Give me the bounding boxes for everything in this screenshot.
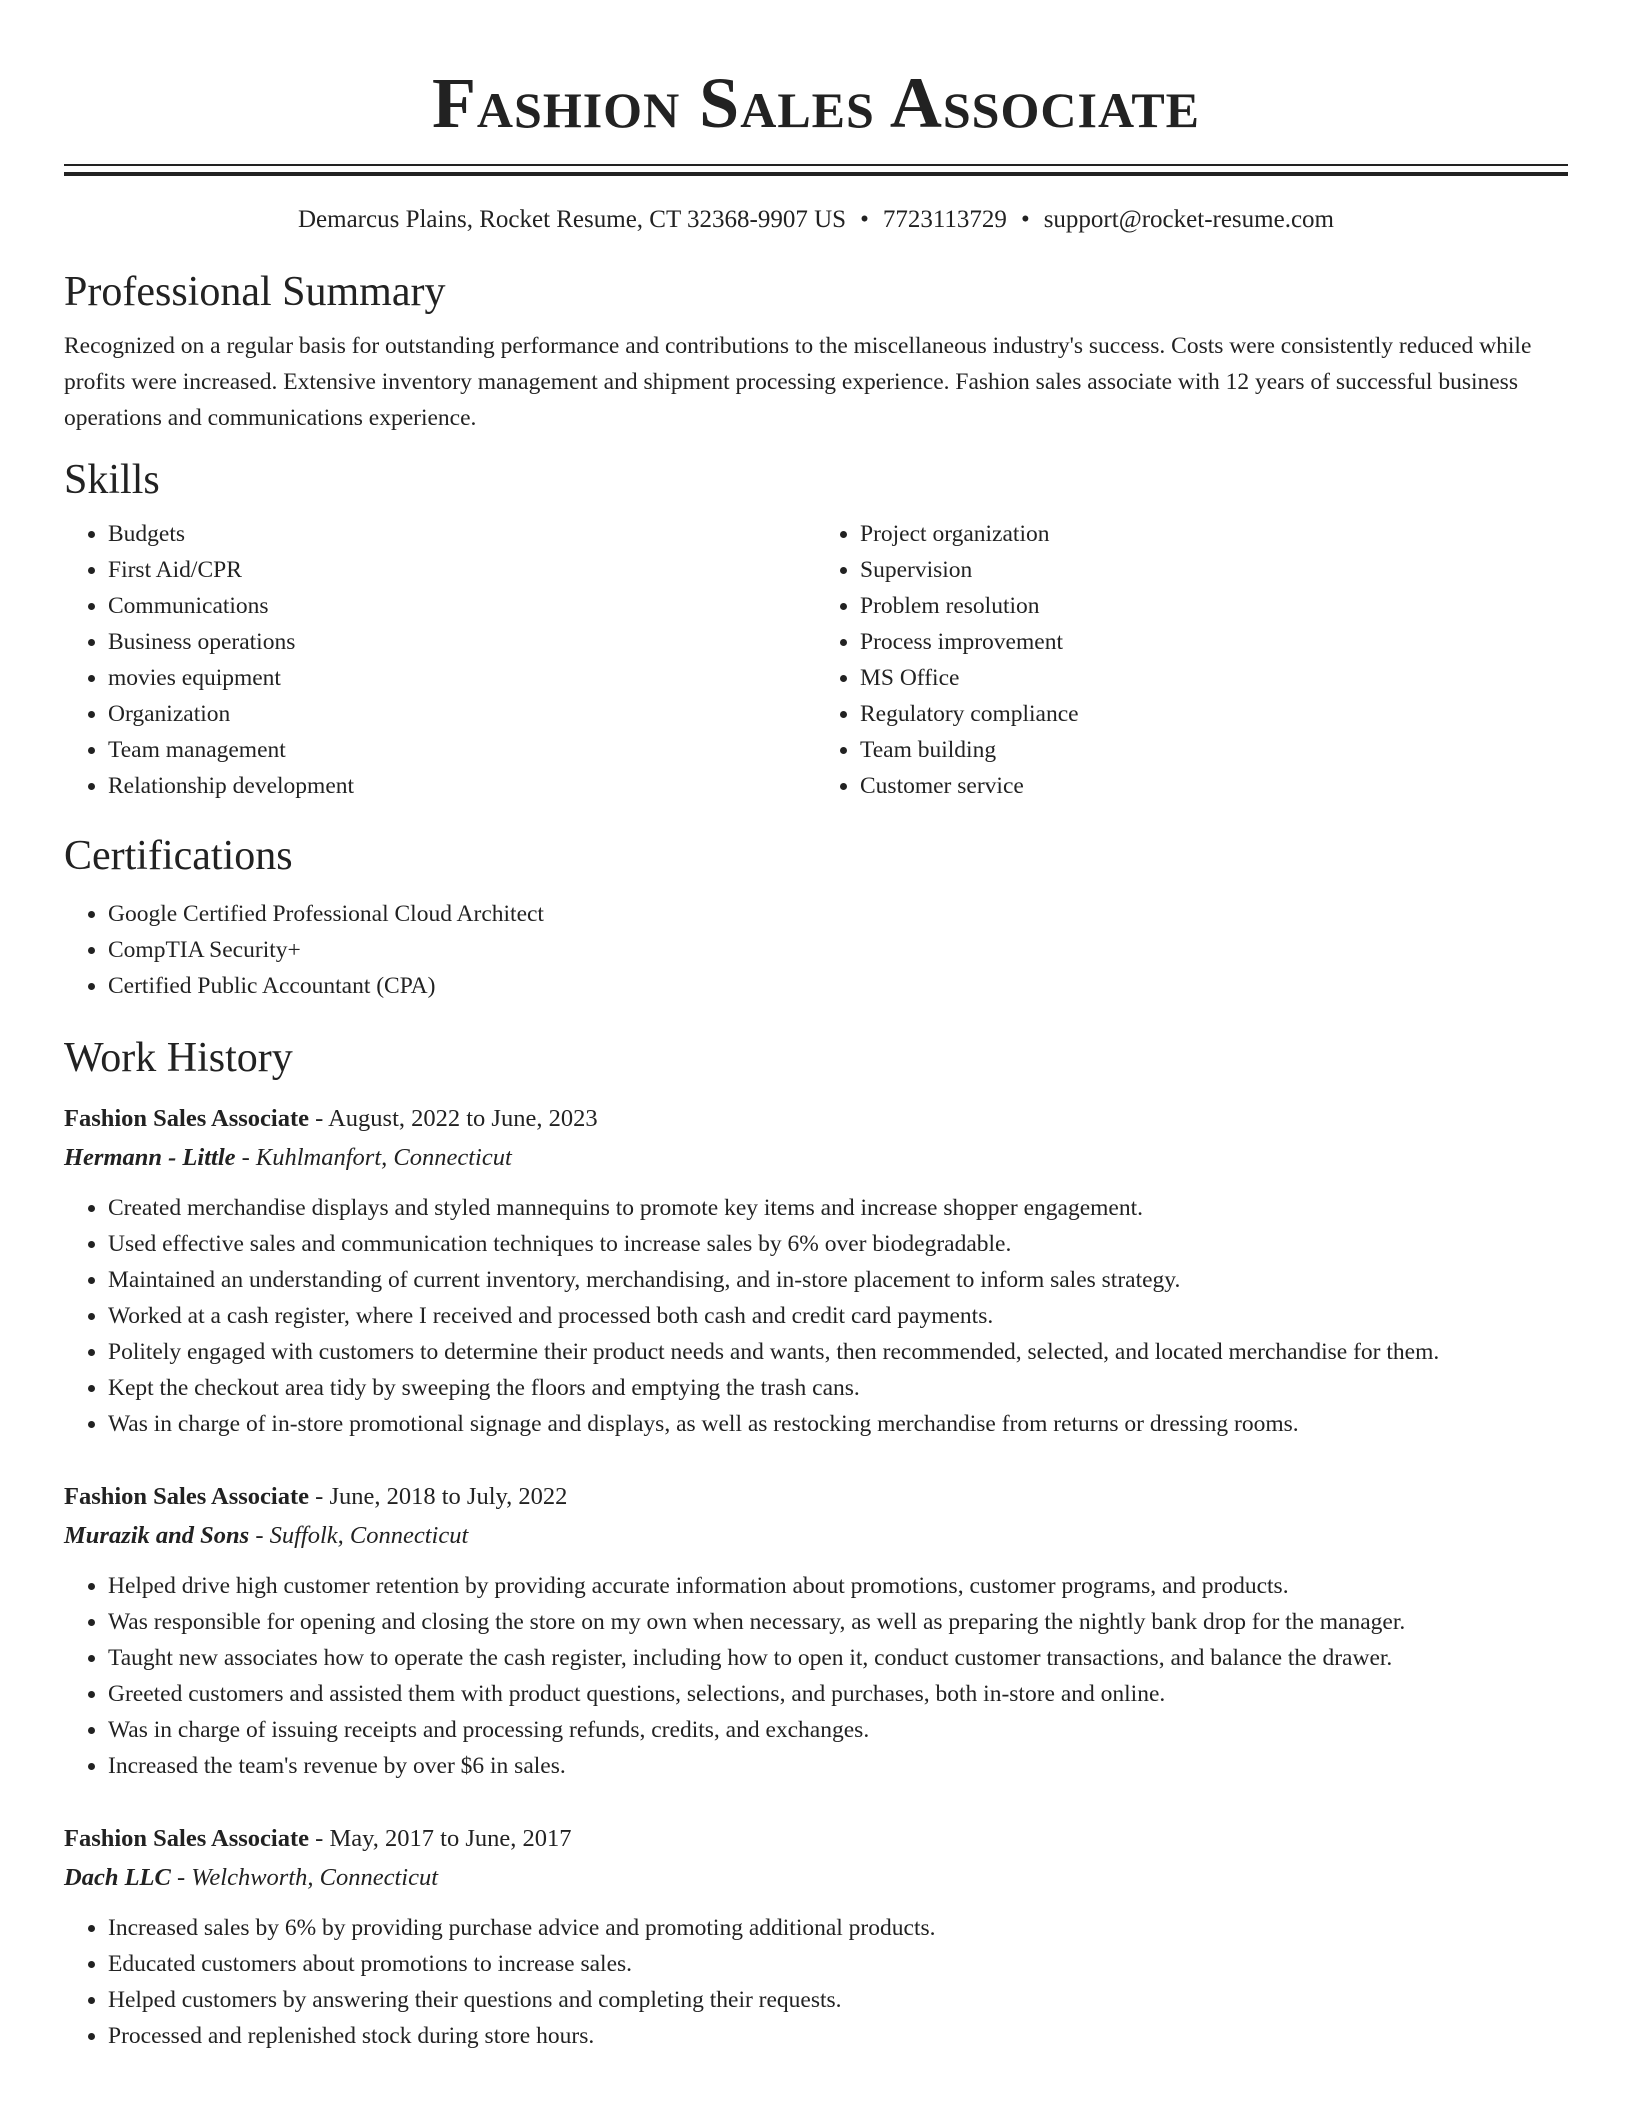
job-dates: - August, 2022 to June, 2023	[309, 1105, 598, 1132]
company-name: Dach LLC	[64, 1864, 171, 1891]
job-entry	[64, 1820, 1568, 2054]
job-bullet: • Increased sales by 6% by providing purchase advice and promoting additional products.	[108, 1910, 1568, 1946]
skill-item: • Supervision	[860, 552, 1568, 588]
certification-item: • Certified Public Accountant (CPA)	[108, 968, 1568, 1004]
job-bullet: • Processed and replenished stock during store hours.	[108, 2018, 1568, 2054]
job-bullet: • Was in charge of in-store promotional signage and displays, as well as restocking merchandise from returns or dressing rooms.	[108, 1406, 1568, 1442]
skills-section	[64, 454, 1568, 804]
job-bullet: • Helped customers by answering their questions and completing their requests.	[108, 1982, 1568, 2018]
skill-item: • Business operations	[108, 624, 816, 660]
resume-title: Fashion Sales Associate	[431, 63, 1201, 143]
company-name: Murazik and Sons	[64, 1522, 250, 1549]
skills-heading: Skills	[64, 457, 160, 503]
certification-item: • CompTIA Security+	[108, 932, 1568, 968]
title-divider	[64, 164, 1568, 176]
job-bullet: • Created merchandise displays and styled mannequins to promote key items and increase shopper engagement.	[108, 1190, 1568, 1226]
job-bullet: • Kept the checkout area tidy by sweeping the floors and emptying the trash cans.	[108, 1370, 1568, 1406]
skill-item: • movies equipment	[108, 660, 816, 696]
skill-item: • MS Office	[860, 660, 1568, 696]
job-entry	[64, 1100, 1568, 1442]
job-title-line	[64, 1820, 1568, 1858]
certifications-section	[64, 830, 1568, 1004]
skill-item: • Team building	[860, 732, 1568, 768]
company-name: Hermann - Little	[64, 1144, 236, 1171]
skill-item: • Relationship development	[108, 768, 816, 804]
job-bullet: • Maintained an understanding of current inventory, merchandising, and in-store placement to inform sales strategy.	[108, 1262, 1568, 1298]
job-bullet: • Politely engaged with customers to determine their product needs and wants, then recommended, selected, and located merchandise for them.	[108, 1334, 1568, 1370]
job-bullets	[64, 1568, 1568, 1784]
job-bullet: • Worked at a cash register, where I received and processed both cash and credit card payments.	[108, 1298, 1568, 1334]
contact-address: Demarcus Plains, Rocket Resume, CT 32368-9907 US	[297, 206, 847, 233]
job-bullet: • Educated customers about promotions to increase sales.	[108, 1946, 1568, 1982]
job-title: Fashion Sales Associate	[64, 1105, 310, 1132]
job-bullets	[64, 1910, 1568, 2054]
job-entry	[64, 1478, 1568, 1784]
job-title-line	[64, 1100, 1568, 1138]
skills-list-left	[64, 516, 816, 804]
skills-columns	[64, 516, 1568, 804]
contact-phone: 7723113729	[882, 206, 1007, 233]
company-location: - Suffolk, Connecticut	[249, 1522, 469, 1549]
skill-item: • Process improvement	[860, 624, 1568, 660]
summary-section	[64, 266, 1568, 436]
certifications-list	[64, 896, 1568, 1004]
skills-list-right	[816, 516, 1568, 804]
skill-item: • Organization	[108, 696, 816, 732]
skill-item: • Budgets	[108, 516, 816, 552]
job-title: Fashion Sales Associate	[64, 1825, 310, 1852]
company-line	[64, 1516, 1568, 1556]
job-dates: - June, 2018 to July, 2022	[309, 1483, 568, 1510]
job-bullet: • Was in charge of issuing receipts and processing refunds, credits, and exchanges.	[108, 1712, 1568, 1748]
work-history-section	[64, 1032, 1568, 2054]
job-bullet: • Greeted customers and assisted them with product questions, selections, and purchases, both in-store and online.	[108, 1676, 1568, 1712]
certifications-heading: Certifications	[64, 833, 293, 879]
contact-line	[64, 204, 1568, 236]
skill-item: • Customer service	[860, 768, 1568, 804]
job-bullets	[64, 1190, 1568, 1442]
job-bullet: • Used effective sales and communication techniques to increase sales by 6% over biodegradable.	[108, 1226, 1568, 1262]
contact-separator: •	[860, 206, 869, 233]
job-bullet: • Taught new associates how to operate the cash register, including how to open it, conduct customer transactions, and balance the drawer.	[108, 1640, 1568, 1676]
job-bullet: • Increased the team's revenue by over $6 in sales.	[108, 1748, 1568, 1784]
skill-item: • Team management	[108, 732, 816, 768]
company-location: - Welchworth, Connecticut	[170, 1864, 439, 1891]
job-bullet: • Helped drive high customer retention by providing accurate information about promotions, customer programs, and products.	[108, 1568, 1568, 1604]
work-history-heading: Work History	[64, 1035, 293, 1081]
company-line	[64, 1138, 1568, 1178]
contact-email: support@rocket-resume.com	[1043, 206, 1334, 233]
skill-item: • Project organization	[860, 516, 1568, 552]
job-bullet: • Was responsible for opening and closing the store on my own when necessary, as well as preparing the nightly bank drop for the manager.	[108, 1604, 1568, 1640]
skill-item: • Regulatory compliance	[860, 696, 1568, 732]
resume-page	[64, 0, 1568, 2054]
skill-item: • Communications	[108, 588, 816, 624]
skill-item: • Problem resolution	[860, 588, 1568, 624]
summary-text: Recognized on a regular basis for outstanding performance and contributions to the miscellaneous industry's success. Costs were consistently reduced while profits were increased. Extensive inventory management and shipment processing experience. Fashion sales associate with 12 years of successful business operations and communications experience.	[64, 333, 1532, 431]
job-dates: - May, 2017 to June, 2017	[309, 1825, 572, 1852]
certification-item: • Google Certified Professional Cloud Architect	[108, 896, 1568, 932]
job-title-line	[64, 1478, 1568, 1516]
job-title: Fashion Sales Associate	[64, 1483, 310, 1510]
summary-heading: Professional Summary	[64, 269, 446, 315]
company-location: - Kuhlmanfort, Connecticut	[235, 1144, 512, 1171]
skill-item: • First Aid/CPR	[108, 552, 816, 588]
company-line	[64, 1858, 1568, 1898]
contact-separator: •	[1020, 206, 1030, 233]
